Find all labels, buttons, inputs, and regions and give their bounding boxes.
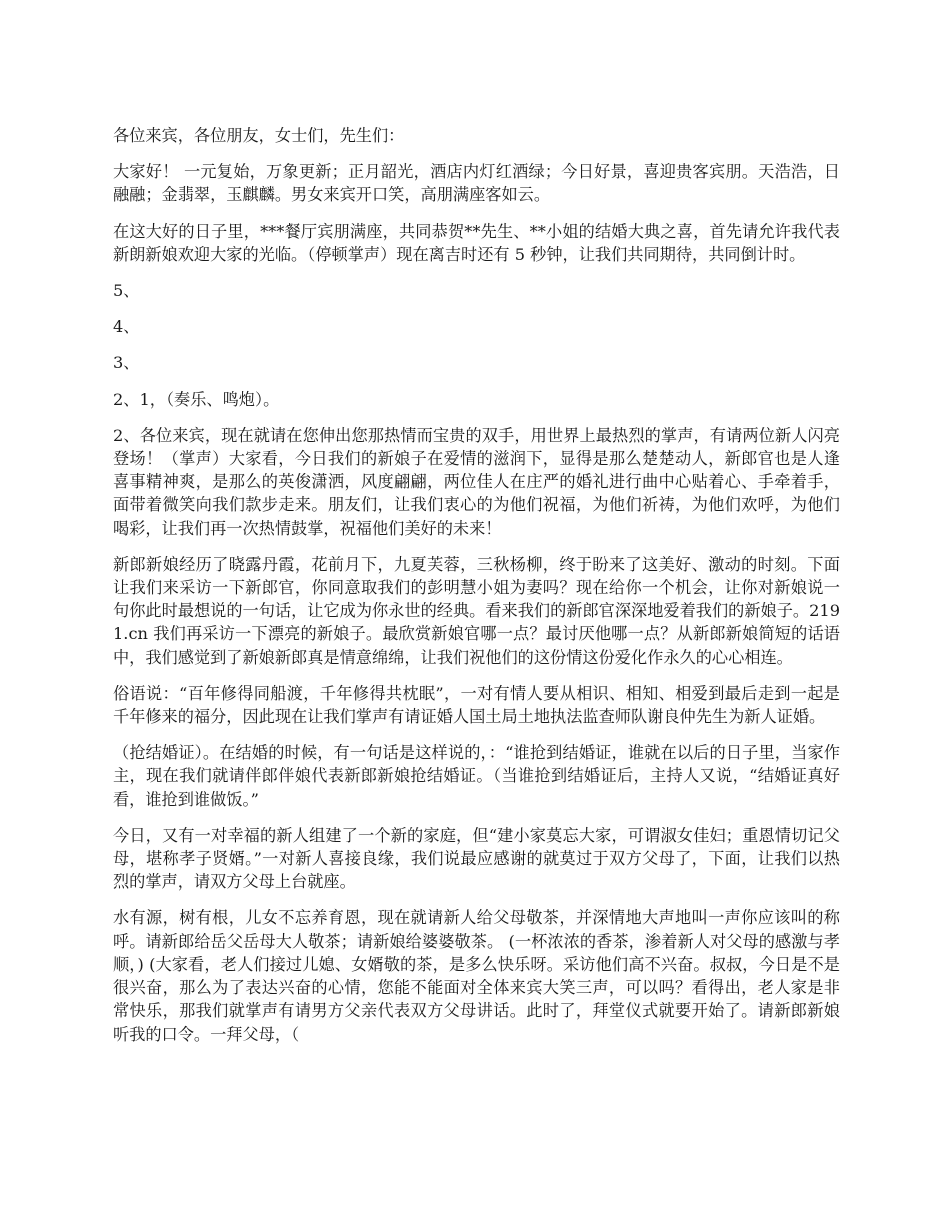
tea-ceremony-paragraph: 水有源，树有根，儿女不忘养育恩，现在就请新人给父母敬茶，并深情地大声地叫一声你应该叫的称呼。请新郎给岳父岳母大人敬茶；请新娘给婆婆敬茶。 (一杯浓浓的香茶，渗着新人对父母的感激与孝顺，) (大家看，老人们接过儿媳、女婿敬的茶，是多么快乐呀。采访他们高不兴奋。叔叔，今日是不是很兴奋，那么为了表达兴奋的心情，您能不能面对全体来宾大笑三声，可以吗？看得出，老人家是非常快乐，那我们就掌声有请男方父亲代表双方父母讲话。此时了，拜堂仪式就要开始了。请新郎新娘听我的口令。一拜父母，（ — [113, 908, 840, 1044]
entrance-paragraph: 2、各位来宾，现在就请在您伸出您那热情而宝贵的双手，用世界上最热烈的掌声，有请两位新人闪亮登场！（掌声）大家看，今日我们的新娘子在爱情的滋润下，显得是那么楚楚动人，新郎官也是人逢喜事精神爽，是那么的英俊潇洒，风度翩翩，两位佳人在庄严的婚礼进行曲中心贴着心、手牵着手，面带着微笑向我们款步走来。朋友们，让我们衷心的为他们祝福，为他们祈祷，为他们欢呼，为他们喝彩，让我们再一次热情鼓掌，祝福他们美好的未来！ — [113, 425, 840, 538]
document-body — [113, 124, 840, 1059]
certificate-paragraph: （抢结婚证）。在结婚的时候，有一句话是这样说的，：“谁抢到结婚证，谁就在以后的日子里，当家作主，现在我们就请伴郎伴娘代表新郎新娘抢结婚证。（当谁抢到结婚证后，主持人又说，“结婚证真好看，谁抢到谁做饭。” — [113, 743, 840, 809]
opening-paragraph: 大家好！ 一元复始，万象更新；正月韶光，酒店内灯红酒绿；今日好景，喜迎贵客宾朋。天浩浩，日融融；金翡翠，玉麒麟。男女来宾开口笑，高朋满座客如云。 — [113, 162, 840, 205]
welcome-paragraph: 在这大好的日子里，***餐厅宾朋满座，共同恭贺**先生、**小姐的结婚大典之喜，首先请允许我代表新朗新娘欢迎大家的光临。（停顿掌声）现在离吉时还有 5 秒钟，让我们共同期待，共同倒计时。 — [113, 221, 840, 264]
countdown-two-one: 2、1，（奏乐、鸣炮）。 — [113, 389, 280, 409]
countdown-three: 3、 — [113, 353, 140, 373]
countdown-four: 4、 — [113, 317, 140, 337]
witness-paragraph: 俗语说：“百年修得同船渡，千年修得共枕眠”，一对有情人要从相识、相知、相爱到最后走到一起是千年修来的福分，因此现在让我们掌声有请证婚人国土局土地执法监查师队谢良仲先生为新人证婚。 — [113, 683, 840, 727]
greeting-paragraph: 各位来宾，各位朋友，女士们，先生们： — [113, 126, 405, 145]
interview-paragraph: 新郎新娘经历了晓露丹霞，花前月下，九夏芙蓉，三秋杨柳，终于盼来了这美好、激动的时刻。下面让我们来采访一下新郎官，你同意取我们的彭明慧小姐为妻吗？现在给你一个机会，让你对新娘说一句你此时最想说的一句话，让它成为你永世的经典。看来我们的新郎官深深地爱着我们的新娘子。2191.cn 我们再采访一下漂亮的新娘子。最欣赏新娘官哪一点？最讨厌他哪一点？从新郎新娘简短的话语中，我们感觉到了新娘新郎真是情意绵绵，让我们祝他们的这份情这份爱化作永久的心心相连。 — [113, 554, 840, 667]
parents-paragraph: 今日，又有一对幸福的新人组建了一个新的家庭，但“建小家莫忘大家，可谓淑女佳妇；重恩情切记父母，堪称孝子贤婿。”一对新人喜接良缘，我们说最应感谢的就莫过于双方父母了，下面，让我们以热烈的掌声，请双方父母上台就座。 — [113, 825, 840, 892]
countdown-five: 5、 — [113, 281, 140, 301]
